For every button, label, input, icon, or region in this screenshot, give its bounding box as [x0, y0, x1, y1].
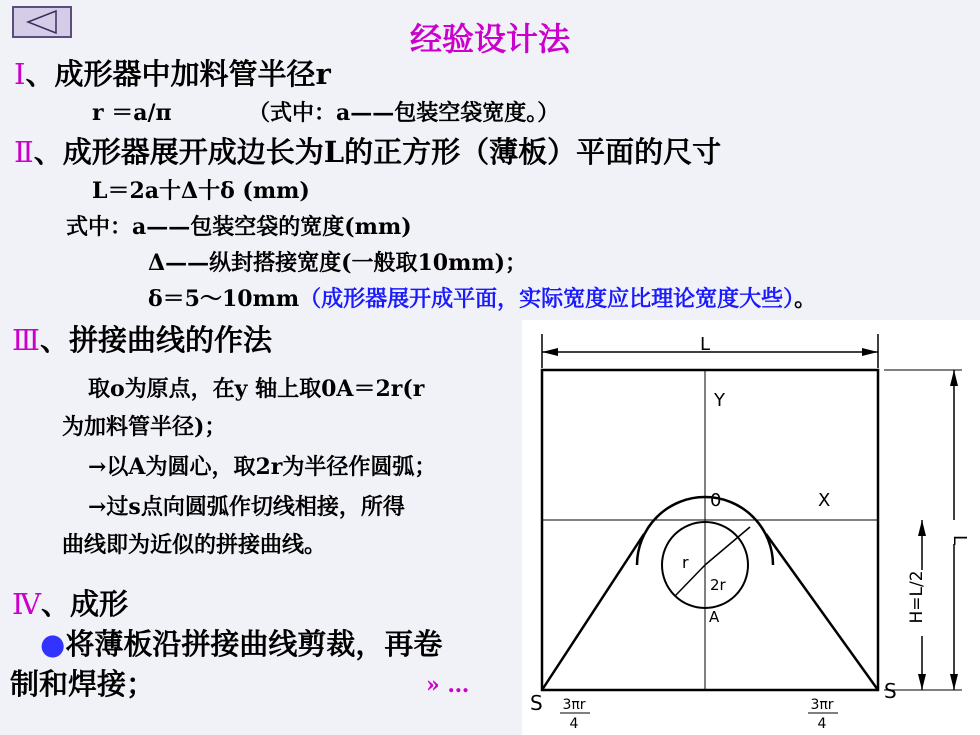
section1-note: （式中：a——包装空袋宽度。）	[248, 100, 560, 126]
section3-numeral: Ⅲ	[12, 323, 40, 357]
section2-numeral: Ⅱ	[14, 135, 34, 169]
left-triangle-icon	[14, 8, 70, 36]
label-X: X	[818, 490, 831, 511]
section4-numeral: Ⅳ	[12, 587, 41, 621]
section1-heading	[14, 52, 331, 93]
section2-where3	[148, 282, 816, 313]
section2-heading	[14, 130, 721, 171]
label-2r: 2r	[710, 576, 726, 594]
tangent-right	[766, 534, 878, 690]
top-dim-arrow-left	[542, 348, 558, 356]
label-O: 0	[710, 490, 722, 511]
section1-numeral: Ⅰ	[14, 57, 26, 91]
section3-line4: →过s点向圆弧作切线相接，所得	[88, 494, 405, 520]
right-dim-L-arrow-top	[950, 370, 958, 386]
section2-where1: 式中：a——包装空袋的宽度(mm)	[66, 214, 412, 240]
h-dim-arrow-bottom	[918, 674, 926, 690]
section3-heading-text: 、拼接曲线的作法	[39, 323, 272, 357]
frac-right-denominator: 4	[817, 716, 827, 732]
section3-line1: 取o为原点，在y 轴上取0A＝2r(r	[88, 376, 425, 402]
section4-line1	[40, 622, 442, 663]
section2-heading-text: 、成形器展开成边长为L的正方形（薄板）平面的尺寸	[33, 135, 722, 169]
frac-right-numerator: 3πr	[810, 697, 834, 713]
diagram-panel	[522, 320, 980, 735]
section1-heading-text: 、成形器中加料管半径r	[25, 57, 331, 91]
section4-line2: 制和焊接；	[10, 667, 156, 701]
top-dim-arrow-right	[862, 348, 878, 356]
tangent-left	[542, 534, 644, 690]
label-H: H=L/2	[907, 570, 927, 624]
section2-where3-end: 。	[794, 286, 817, 312]
section2-where3-blue: （成形器展开成平面，实际宽度应比理论宽度大些）	[299, 286, 795, 312]
more-link[interactable]: » …	[426, 672, 470, 698]
section3-heading	[12, 318, 272, 359]
label-S-left: S	[530, 691, 543, 715]
section4-heading	[12, 582, 128, 623]
label-S-right: S	[884, 679, 897, 703]
section3-line5: 曲线即为近似的拼接曲线。	[62, 532, 327, 558]
section4-line1-text: 将薄板沿拼接曲线剪裁，再卷	[65, 627, 443, 661]
frac-left-numerator: 3πr	[562, 697, 586, 713]
section2-formula: L＝2a十Δ十δ (mm)	[92, 178, 310, 204]
label-L-right: L	[949, 534, 970, 546]
frac-left-denominator: 4	[569, 716, 579, 732]
section4-heading-text: 、成形	[40, 587, 128, 621]
bullet-icon: ●	[40, 627, 66, 661]
section3-line3: →以A为圆心，取2r为半径作圆弧；	[88, 454, 437, 480]
splice-curve-diagram	[522, 320, 980, 735]
square-sheet	[542, 370, 878, 690]
label-A: A	[709, 608, 720, 626]
back-button[interactable]	[12, 6, 72, 38]
section3-line2: 为加料管半径)；	[62, 414, 227, 440]
page-title: 经验设计法	[410, 20, 571, 58]
section1-formula: r ＝a/π	[92, 100, 172, 126]
section2-where3-black: δ＝5～10mm	[148, 286, 300, 312]
label-Y: Y	[714, 390, 725, 411]
label-L-top: L	[699, 334, 711, 355]
radius-r-line	[675, 565, 705, 596]
label-r: r	[682, 553, 689, 572]
right-dim-L-arrow-bottom	[950, 674, 958, 690]
h-dim-arrow-top	[918, 520, 926, 536]
section2-where2: Δ——纵封搭接宽度(一般取10mm)；	[148, 250, 528, 276]
